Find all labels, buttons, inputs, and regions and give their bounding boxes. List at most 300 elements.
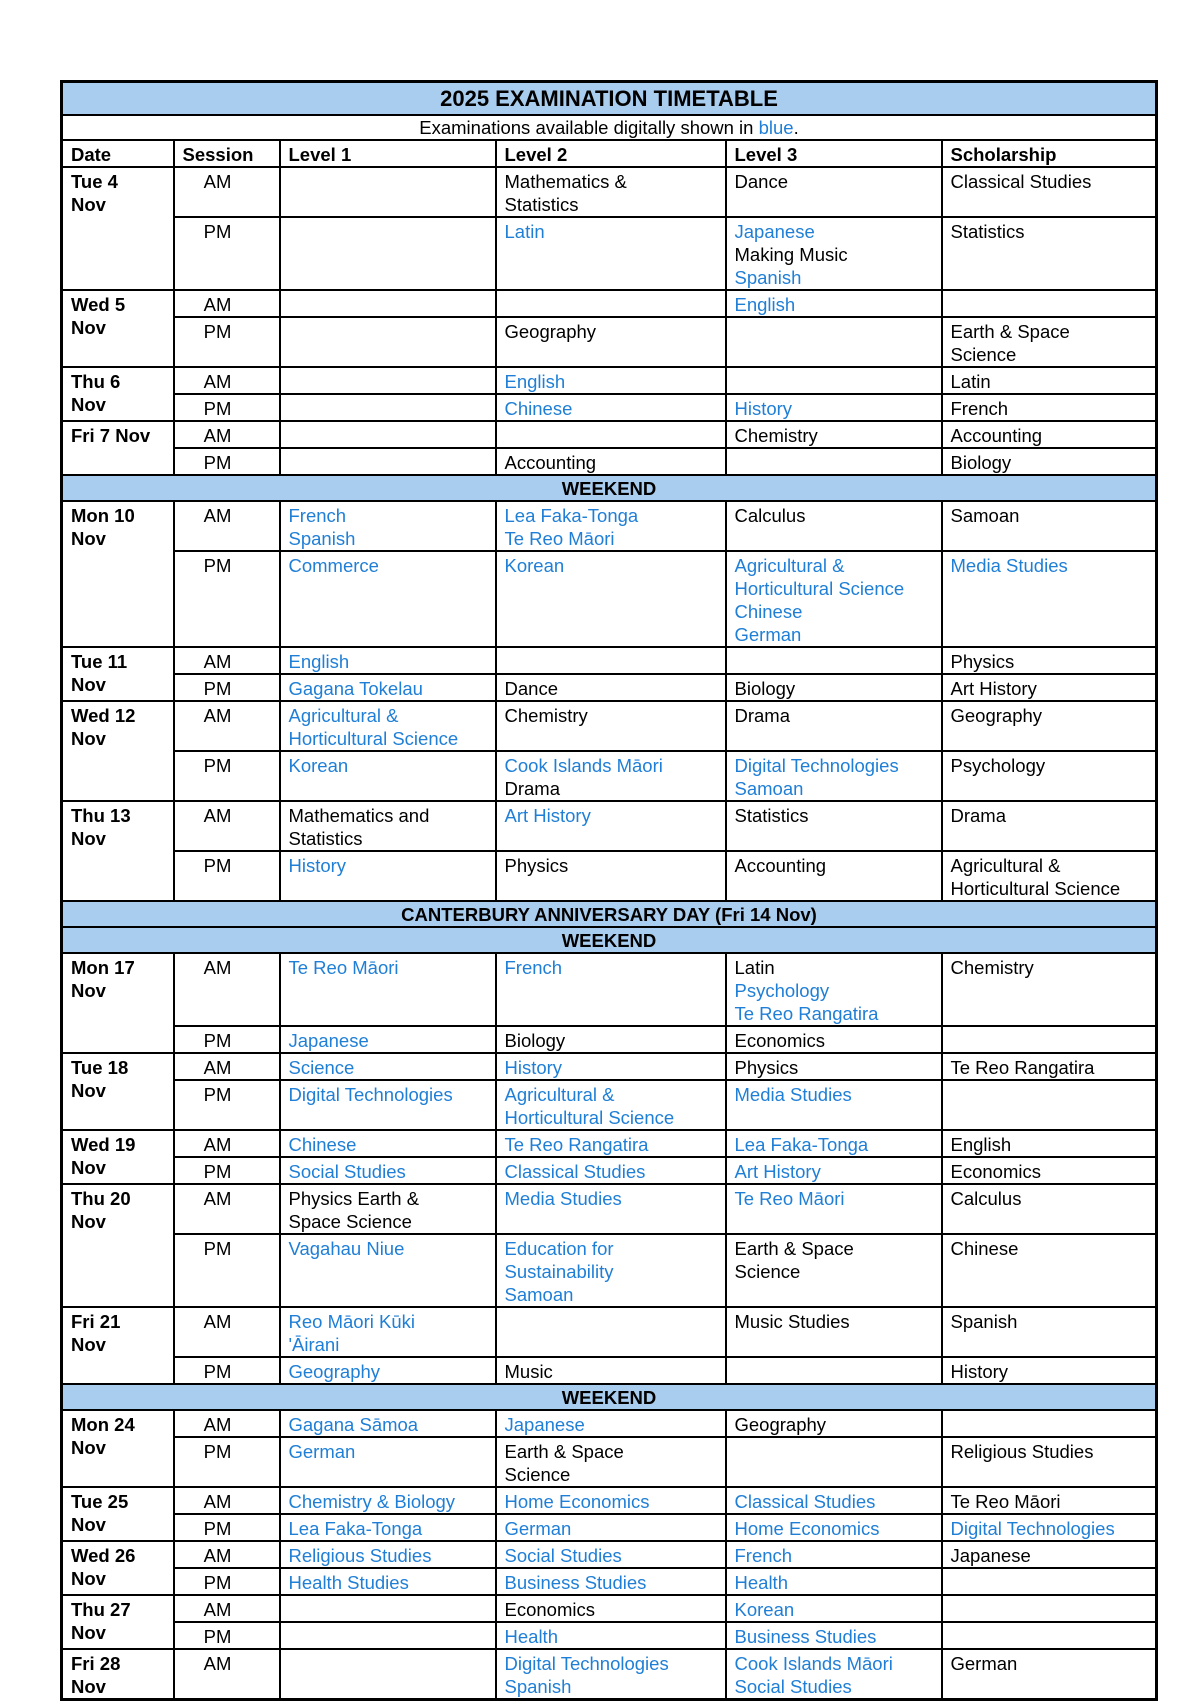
subject: French [950,398,1009,419]
session-row [62,290,1157,317]
subject: Physics Earth & [288,1188,420,1209]
session-cell: AM [174,1184,280,1234]
digital-subject: Korean [734,1599,795,1620]
session-row [62,551,1157,647]
date-cell [62,1649,174,1700]
level-2-cell [496,1234,726,1307]
date-line: Fri 7 Nov [71,425,151,446]
session-cell: AM [174,421,280,448]
digital-subject: Te Reo Māori [504,528,615,549]
level-3-cell [726,1649,942,1700]
date-line: Nov [71,1334,106,1355]
subject: Physics [950,651,1015,672]
level-2-cell [496,1487,726,1514]
scholarship-cell [942,1568,1157,1595]
digital-subject: Reo Māori Kūki [288,1311,415,1332]
scholarship-cell [942,448,1157,475]
subject: Science [734,1261,801,1282]
digital-subject: French [504,957,563,978]
digital-subject: Gagana Sāmoa [288,1414,419,1435]
date-line: Nov [71,1080,106,1101]
level-1-cell [280,1437,496,1487]
level-2-cell [496,701,726,751]
session-cell: AM [174,1410,280,1437]
digital-subject: Media Studies [950,555,1068,576]
subject: Geography [734,1414,827,1435]
digital-subject: Lea Faka-Tonga [504,505,639,526]
scholarship-cell [942,1234,1157,1307]
digital-subject: Te Reo Māori [734,1188,845,1209]
header-session: Session [174,140,280,167]
level-2-cell [496,1307,726,1357]
level-1-cell [280,1595,496,1622]
session-row [62,1437,1157,1487]
subject: History [950,1361,1009,1382]
session-cell: AM [174,1307,280,1357]
level-3-cell [726,1541,942,1568]
digital-subject: Agricultural & [734,555,845,576]
date-cell [62,701,174,801]
level-1-cell [280,317,496,367]
session-cell: AM [174,501,280,551]
digital-subject: French [734,1545,793,1566]
digital-subject: History [504,1057,563,1078]
subject: Agricultural & [950,855,1061,876]
digital-subject: Japanese [504,1414,585,1435]
digital-subject: Psychology [734,980,830,1001]
subject: Statistics [734,805,809,826]
level-1-cell [280,1157,496,1184]
level-2-cell [496,1130,726,1157]
level-1-cell [280,448,496,475]
level-1-cell [280,1080,496,1130]
date-cell [62,367,174,421]
session-row [62,647,1157,674]
scholarship-cell [942,290,1157,317]
date-line: Nov [71,980,106,1001]
session-row [62,1622,1157,1649]
session-row [62,217,1157,290]
level-2-cell [496,1568,726,1595]
subject: Statistics [288,828,363,849]
date-cell [62,501,174,647]
scholarship-cell [942,1053,1157,1080]
date-line: Nov [71,728,106,749]
digital-subject: Korean [288,755,349,776]
level-2-cell [496,801,726,851]
session-cell: PM [174,317,280,367]
date-line: Fri 28 [71,1653,121,1674]
subject: Chemistry [504,705,588,726]
level-1-cell [280,1053,496,1080]
scholarship-cell [942,394,1157,421]
level-2-cell [496,1357,726,1384]
subject: Physics [504,855,569,876]
band-label: WEEKEND [62,927,1157,953]
session-cell: AM [174,953,280,1026]
subject: Physics [734,1057,799,1078]
session-row [62,317,1157,367]
level-3-cell [726,953,942,1026]
session-row [62,674,1157,701]
level-3-cell [726,448,942,475]
subject: Samoan [950,505,1020,526]
level-3-cell [726,1157,942,1184]
header-row [62,140,1157,167]
session-row [62,1541,1157,1568]
title-row [62,82,1157,116]
level-2-cell [496,1080,726,1130]
band-label: WEEKEND [62,475,1157,501]
digital-subject: Geography [288,1361,381,1382]
scholarship-cell [942,217,1157,290]
subject: Economics [950,1161,1041,1182]
session-row [62,1410,1157,1437]
session-row [62,1184,1157,1234]
digital-subject: Chinese [734,601,803,622]
digital-subject: Agricultural & [504,1084,615,1105]
level-3-cell [726,551,942,647]
level-1-cell [280,1357,496,1384]
level-1-cell [280,674,496,701]
level-1-cell [280,394,496,421]
scholarship-cell [942,1026,1157,1053]
digital-subject: Te Reo Rangatira [504,1134,649,1155]
level-1-cell [280,1622,496,1649]
level-2-cell [496,953,726,1026]
level-1-cell [280,1541,496,1568]
digital-subject: Samoan [734,778,804,799]
level-1-cell [280,167,496,217]
date-cell [62,1410,174,1487]
digital-subject: 'Āirani [288,1334,340,1355]
date-line: Thu 27 [71,1599,131,1620]
date-cell [62,1307,174,1384]
subject: Latin [950,371,991,392]
digital-subject: Social Studies [734,1676,852,1697]
date-line: Nov [71,1676,106,1697]
digital-subject: Religious Studies [288,1545,432,1566]
subject: Mathematics & [504,171,627,192]
date-line: Nov [71,1568,106,1589]
subject: Te Reo Rangatira [950,1057,1095,1078]
digital-subject: Health Studies [288,1572,409,1593]
session-row [62,1568,1157,1595]
scholarship-cell [942,1541,1157,1568]
session-row [62,167,1157,217]
subject: Statistics [950,221,1025,242]
digital-subject: Cook Islands Māori [504,755,663,776]
level-2-cell [496,1514,726,1541]
date-line: Wed 12 [71,705,136,726]
level-2-cell [496,647,726,674]
digital-subject: Art History [734,1161,821,1182]
digital-subject: Classical Studies [734,1491,876,1512]
scholarship-cell [942,751,1157,801]
subject: German [950,1653,1018,1674]
subject: Music Studies [734,1311,850,1332]
level-3-cell [726,1437,942,1487]
date-cell [62,953,174,1053]
level-2-cell [496,1026,726,1053]
header-level-1: Level 1 [280,140,496,167]
scholarship-cell [942,1487,1157,1514]
date-cell [62,421,174,475]
date-line: Mon 24 [71,1414,135,1435]
digital-subject: German [504,1518,572,1539]
date-line: Thu 6 [71,371,121,392]
session-row [62,1157,1157,1184]
level-3-cell [726,1357,942,1384]
digital-subject: Te Reo Māori [288,957,399,978]
session-cell: AM [174,290,280,317]
digital-subject: Lea Faka-Tonga [734,1134,869,1155]
digital-subject: Horticultural Science [288,728,459,749]
level-3-cell [726,1184,942,1234]
session-row [62,394,1157,421]
digital-subject: Classical Studies [504,1161,646,1182]
level-1-cell [280,701,496,751]
date-cell [62,1130,174,1184]
digital-subject: English [734,294,796,315]
subject: Psychology [950,755,1046,776]
level-1-cell [280,1649,496,1700]
level-1-cell [280,647,496,674]
level-2-cell [496,421,726,448]
level-3-cell [726,167,942,217]
level-1-cell [280,1026,496,1053]
note-end: . [793,117,799,138]
subject: Religious Studies [950,1441,1094,1462]
level-2-cell [496,1622,726,1649]
subject: Economics [734,1030,825,1051]
level-3-cell [726,801,942,851]
header-level-2: Level 2 [496,140,726,167]
subject: Classical Studies [950,171,1092,192]
scholarship-cell [942,851,1157,901]
level-1-cell [280,551,496,647]
session-row [62,1649,1157,1700]
subject: Making Music [734,244,848,265]
band-row [62,475,1157,501]
scholarship-cell [942,551,1157,647]
date-cell [62,1595,174,1649]
date-line: Fri 21 [71,1311,121,1332]
level-3-cell [726,1026,942,1053]
subject: Statistics [504,194,579,215]
level-3-cell [726,367,942,394]
band-row [62,1384,1157,1410]
subject: Horticultural Science [950,878,1121,899]
subject: Calculus [950,1188,1022,1209]
subject: Chemistry [734,425,818,446]
session-row [62,953,1157,1026]
digital-subject: Digital Technologies [504,1653,669,1674]
level-1-cell [280,1514,496,1541]
level-2-cell [496,217,726,290]
scholarship-cell [942,647,1157,674]
date-cell [62,167,174,290]
subject: Japanese [950,1545,1031,1566]
session-cell: AM [174,647,280,674]
level-3-cell [726,1080,942,1130]
date-line: Tue 18 [71,1057,129,1078]
header-scholarship: Scholarship [942,140,1157,167]
session-cell: AM [174,1595,280,1622]
subject: Te Reo Māori [950,1491,1061,1512]
level-2-cell [496,167,726,217]
subject: Earth & Space [734,1238,854,1259]
date-cell [62,1541,174,1595]
digital-subject: History [734,398,793,419]
digital-subject: Vagahau Niue [288,1238,405,1259]
level-2-cell [496,851,726,901]
digital-subject: Japanese [288,1030,369,1051]
level-3-cell [726,851,942,901]
note-row [62,115,1157,140]
session-row [62,421,1157,448]
level-1-cell [280,367,496,394]
session-cell: PM [174,1357,280,1384]
level-1-cell [280,751,496,801]
level-3-cell [726,1234,942,1307]
session-cell: AM [174,367,280,394]
level-2-cell [496,394,726,421]
scholarship-cell [942,801,1157,851]
scholarship-cell [942,1080,1157,1130]
scholarship-cell [942,421,1157,448]
scholarship-cell [942,1184,1157,1234]
session-row [62,1053,1157,1080]
level-2-cell [496,1157,726,1184]
level-1-cell [280,1568,496,1595]
session-cell: PM [174,448,280,475]
level-3-cell [726,1410,942,1437]
level-2-cell [496,317,726,367]
digital-subject: Home Economics [734,1518,880,1539]
subject: Dance [504,678,558,699]
level-3-cell [726,1595,942,1622]
digital-subject: Art History [504,805,591,826]
digital-subject: Gagana Tokelau [288,678,423,699]
session-cell: PM [174,751,280,801]
level-3-cell [726,647,942,674]
level-2-cell [496,501,726,551]
level-1-cell [280,953,496,1026]
digital-subject: German [288,1441,356,1462]
session-cell: PM [174,217,280,290]
subject: Biology [950,452,1012,473]
session-row [62,367,1157,394]
subject: Science [950,344,1017,365]
digital-subject: Spanish [504,1676,572,1697]
level-1-cell [280,290,496,317]
subject: Earth & Space [950,321,1070,342]
session-cell: PM [174,394,280,421]
date-line: Nov [71,1211,106,1232]
subject: Calculus [734,505,806,526]
session-cell: PM [174,1026,280,1053]
timetable-title: 2025 EXAMINATION TIMETABLE [62,82,1157,116]
digital-subject: Business Studies [734,1626,877,1647]
digital-subject: Chinese [288,1134,357,1155]
level-2-cell [496,448,726,475]
digital-subject: Horticultural Science [504,1107,675,1128]
level-3-cell [726,290,942,317]
subject: Latin [734,957,775,978]
digital-subject: Sustainability [504,1261,614,1282]
level-3-cell [726,394,942,421]
digital-subject: Media Studies [504,1188,622,1209]
level-2-cell [496,367,726,394]
scholarship-cell [942,1514,1157,1541]
level-2-cell [496,1053,726,1080]
subject: Geography [950,705,1043,726]
level-1-cell [280,1234,496,1307]
subject: Geography [504,321,597,342]
date-cell [62,647,174,701]
session-row [62,1026,1157,1053]
digital-subject: Education for [504,1238,614,1259]
session-row [62,1357,1157,1384]
subject: Accounting [950,425,1043,446]
session-cell: PM [174,851,280,901]
session-cell: AM [174,801,280,851]
date-cell [62,290,174,367]
session-cell: PM [174,1568,280,1595]
session-row [62,1307,1157,1357]
digital-subject: Science [288,1057,355,1078]
date-line: Thu 20 [71,1188,131,1209]
level-1-cell [280,1410,496,1437]
date-line: Mon 17 [71,957,135,978]
digital-subject: Digital Technologies [950,1518,1115,1539]
digital-subject: History [288,855,347,876]
session-row [62,1514,1157,1541]
subject: Spanish [950,1311,1018,1332]
date-line: Nov [71,528,106,549]
level-2-cell [496,290,726,317]
subject: Space Science [288,1211,412,1232]
date-line: Nov [71,194,106,215]
date-line: Nov [71,394,106,415]
date-line: Wed 19 [71,1134,136,1155]
digital-note [62,115,1157,140]
scholarship-cell [942,1649,1157,1700]
date-cell [62,1487,174,1541]
date-line: Tue 25 [71,1491,129,1512]
digital-subject: Te Reo Rangatira [734,1003,879,1024]
session-cell: AM [174,1541,280,1568]
level-2-cell [496,1184,726,1234]
level-1-cell [280,1184,496,1234]
subject: Biology [734,678,796,699]
scholarship-cell [942,1595,1157,1622]
session-cell: AM [174,1053,280,1080]
date-line: Tue 4 [71,171,118,192]
level-3-cell [726,1622,942,1649]
subject: Accounting [734,855,827,876]
session-row [62,751,1157,801]
digital-subject: Horticultural Science [734,578,905,599]
digital-subject: Spanish [734,267,802,288]
date-line: Nov [71,828,106,849]
level-3-cell [726,217,942,290]
session-row [62,851,1157,901]
digital-subject: Home Economics [504,1491,650,1512]
subject: Earth & Space [504,1441,624,1462]
level-3-cell [726,674,942,701]
